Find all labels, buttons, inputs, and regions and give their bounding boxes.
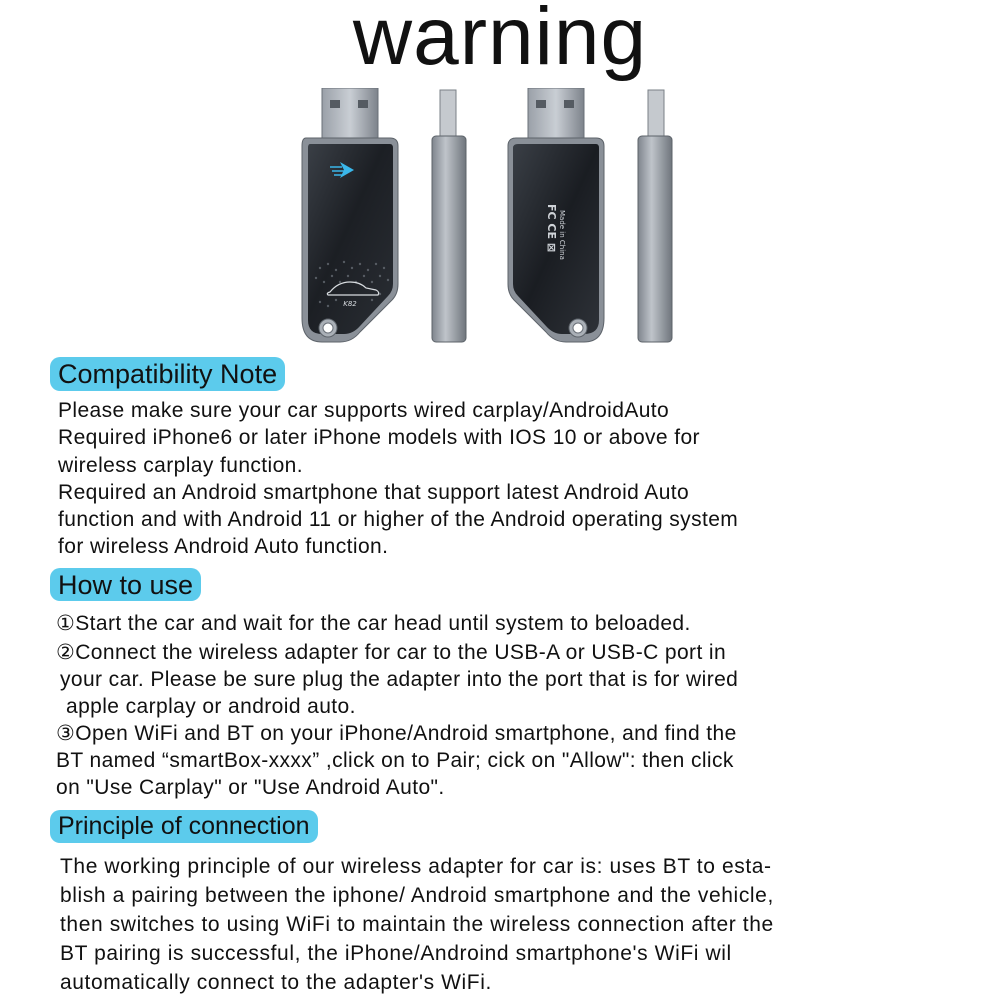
principle-heading: Principle of connection [50,810,318,843]
principle-line: blish a pairing between the iphone/ Android smartphone and the vehicle, [60,884,774,907]
adapter-back-image [506,88,606,344]
compatibility-text [58,397,738,561]
page-title: warning [352,0,648,82]
compatibility-line: Required an Android smartphone that support latest Android Auto [58,480,690,504]
compatibility-line: Please make sure your car supports wired carplay/AndroidAuto [58,399,670,422]
how-to-use-text [56,610,738,801]
model-label: K82 [343,300,357,308]
back-marking: Made in China [558,210,566,260]
adapter-front-image [300,88,400,344]
how-to-use-line: on "Use Carplay" or "Use Android Auto". [56,776,445,799]
adapter-side-image-1 [430,88,470,344]
certification-marks-icon: FC CE ⊠ [545,204,558,253]
how-to-use-step-1: ①Start the car and wait for the car head until system to beloaded. [56,612,691,635]
how-to-use-line: apple carplay or android auto. [66,695,356,718]
compatibility-line: function and with Android 11 or higher of the Android operating system [58,508,739,532]
how-to-use-step-2: ②Connect the wireless adapter for car to the USB-A or USB-C port in [56,641,727,664]
compatibility-line: Required iPhone6 or later iPhone models with IOS 10 or above for [58,426,700,450]
adapter-side-image-2 [636,88,676,344]
principle-line: then switches to using WiFi to maintain the wireless connection after the [60,913,774,936]
principle-line: BT pairing is successful, the iPhone/Androind smartphone's WiFi wil [60,942,732,965]
how-to-use-step-3: ③Open WiFi and BT on your iPhone/Android smartphone, and find the [56,722,737,745]
compatibility-line: wireless carplay function. [58,453,303,477]
principle-line: automatically connect to the adapter's WiFi. [60,971,492,994]
how-to-use-heading: How to use [50,568,201,601]
compatibility-line: for wireless Android Auto function. [58,535,389,559]
product-images [290,88,680,346]
compatibility-heading: Compatibility Note [50,357,285,391]
principle-line: The working principle of our wireless adapter for car is: uses BT to esta- [60,855,772,878]
principle-text [60,852,774,997]
how-to-use-line: BT named “smartBox-xxxx” ,click on to Pair; cick on "Allow": then click [56,749,734,772]
how-to-use-line: your car. Please be sure plug the adapter into the port that is for wired [60,668,739,691]
